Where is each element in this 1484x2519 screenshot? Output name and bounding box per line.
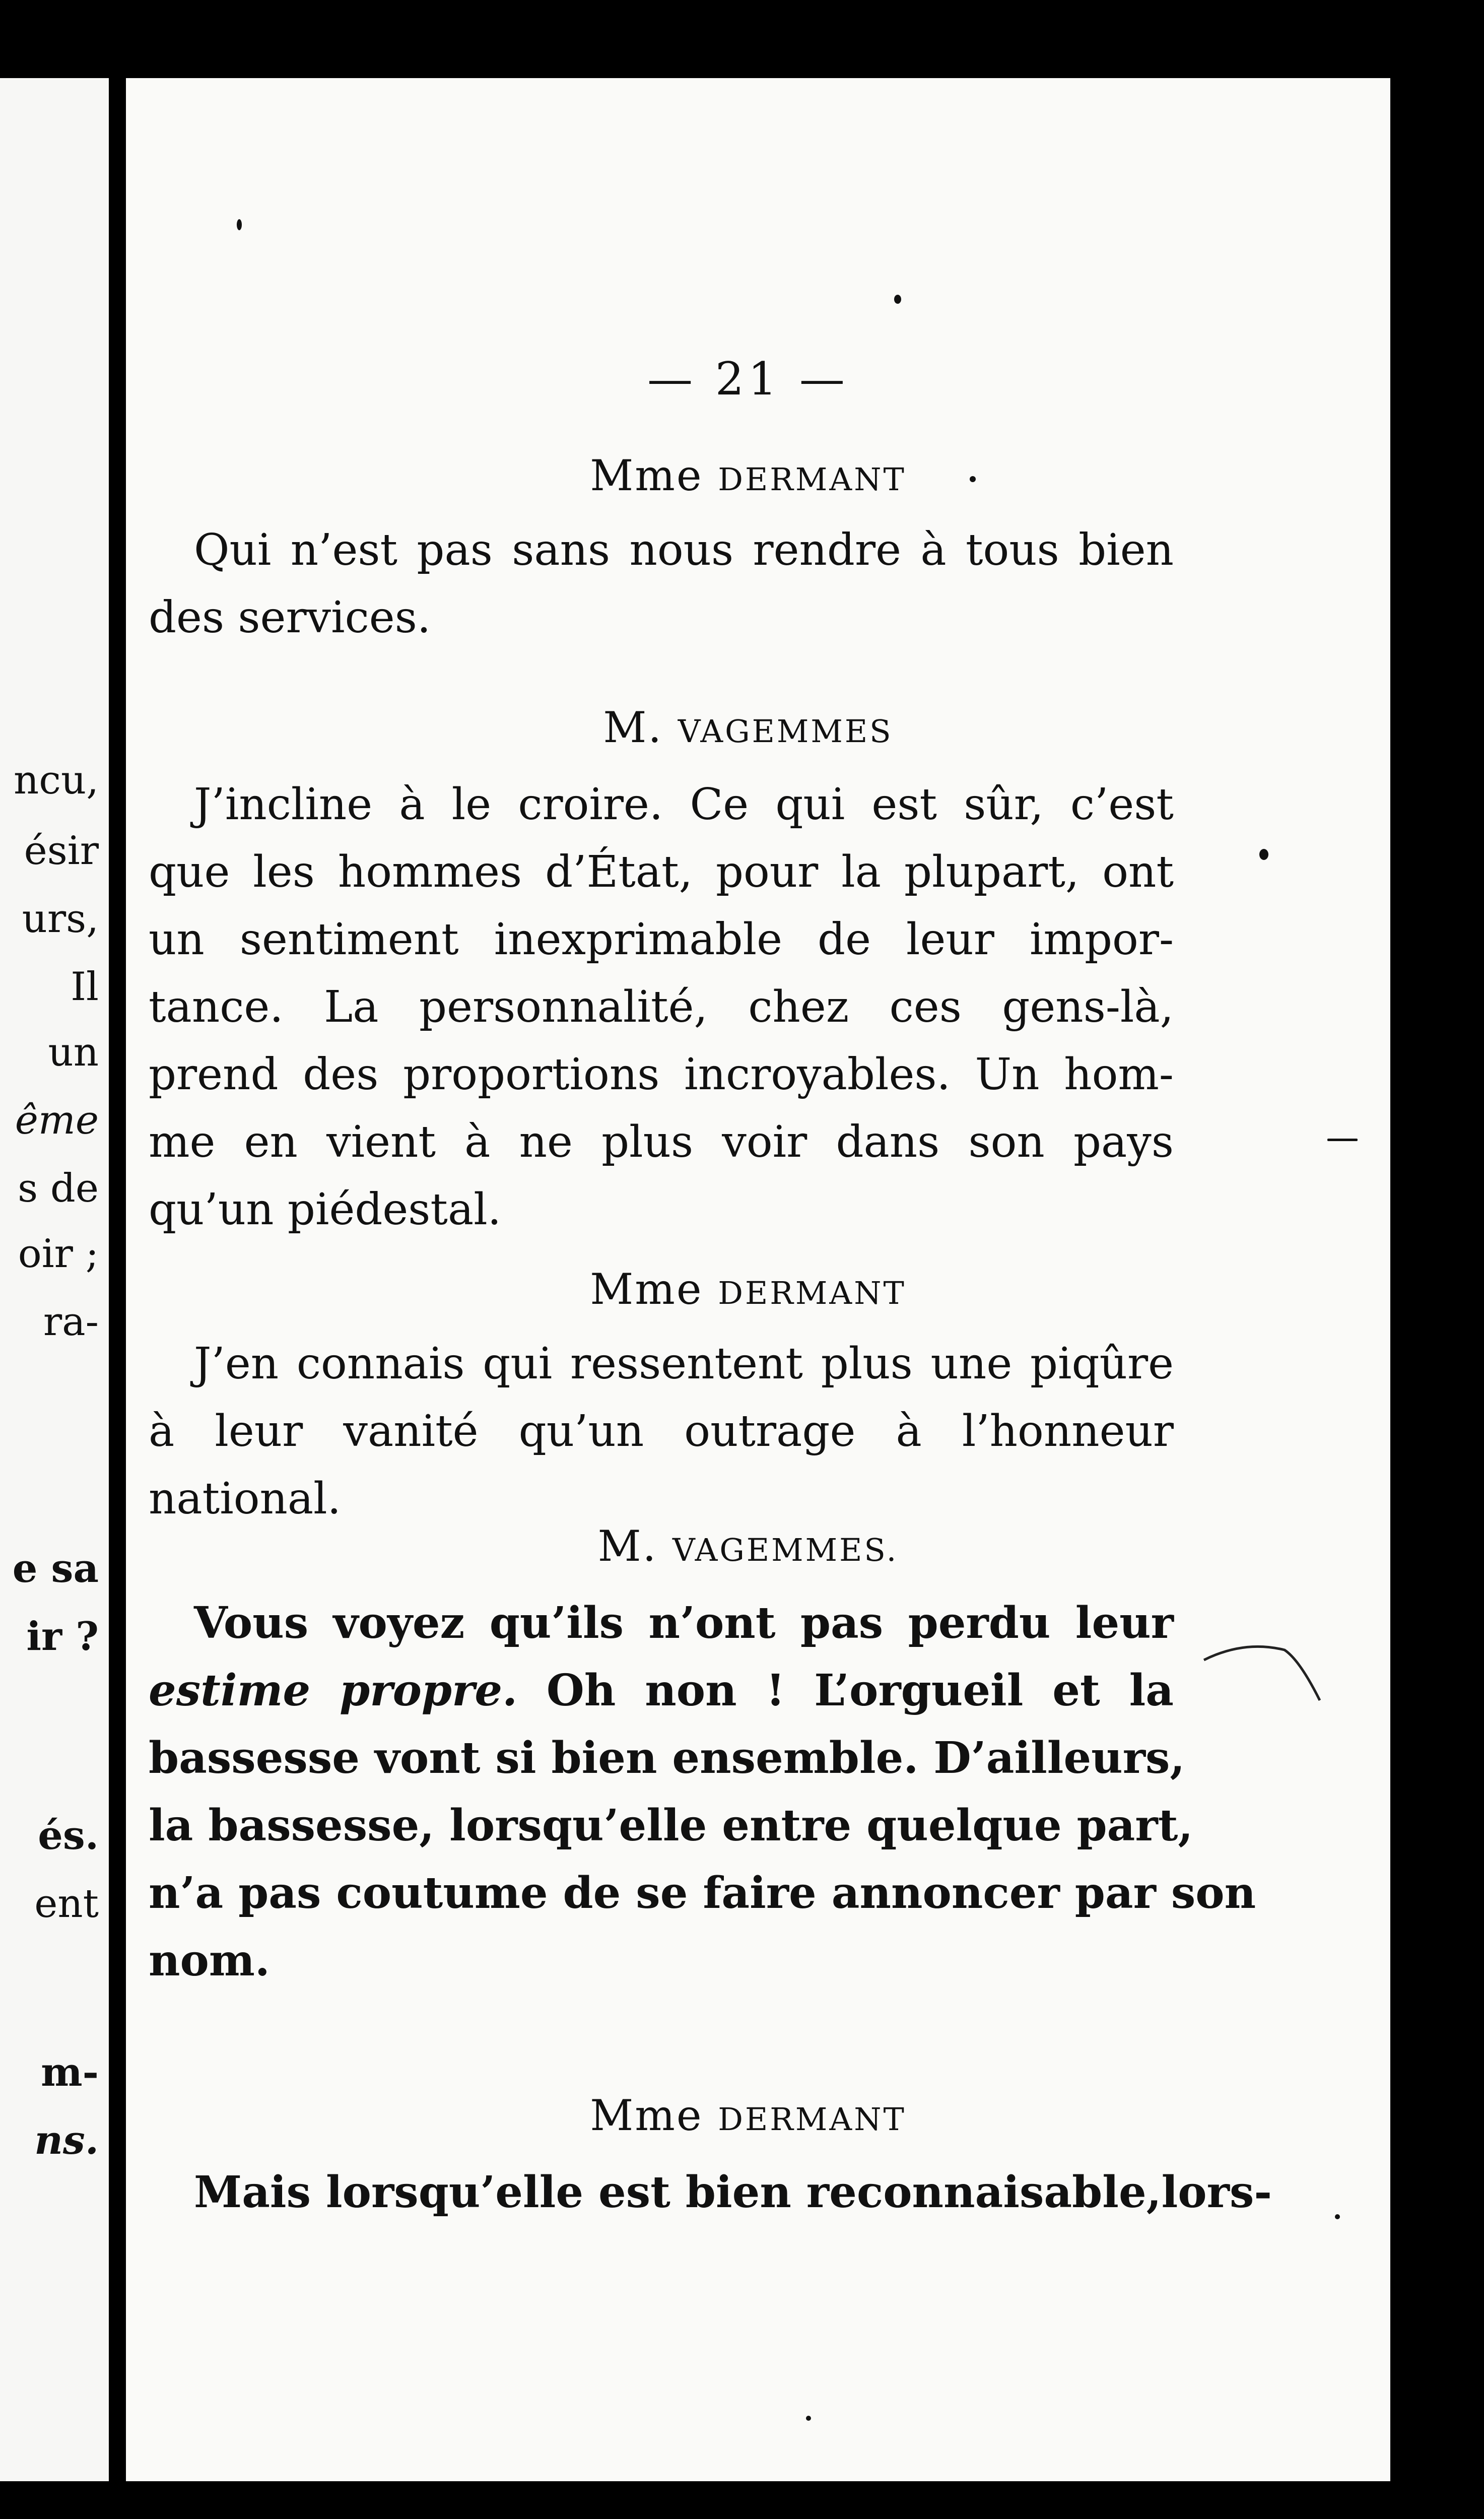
page-gutter bbox=[109, 78, 126, 2481]
page-number: — 21 — bbox=[647, 353, 849, 406]
speaker-heading bbox=[126, 451, 1370, 500]
italic-phrase: estime propre. bbox=[149, 1665, 518, 1716]
text-line: prend des proportions incroyables. Un hom- bbox=[149, 1049, 1174, 1100]
text-line: tance. La personnalité, chez ces gens-là, bbox=[149, 982, 1174, 1032]
text-line: J’en connais qui ressentent plus une piqûre bbox=[194, 1339, 1174, 1389]
speaker-prefix: Mme bbox=[590, 1265, 718, 1314]
ink-speck bbox=[894, 295, 901, 304]
text-line: qu’un piédestal. bbox=[149, 1184, 502, 1235]
facing-page-text-fragment: urs, bbox=[22, 896, 99, 942]
ink-speck bbox=[1259, 849, 1268, 860]
text-line: n’a pas coutume de se faire annoncer par son bbox=[149, 1868, 1256, 1918]
text-line: la bassesse, lorsqu’elle entre quelque part, bbox=[149, 1800, 1193, 1851]
book-page bbox=[126, 78, 1370, 2481]
text-line: des services. bbox=[149, 592, 431, 643]
facing-page-text-fragment: ême bbox=[15, 1098, 99, 1143]
facing-page-text-fragment: ncu, bbox=[14, 758, 99, 803]
text-line: me en vient à ne plus voir dans son pays bbox=[149, 1117, 1174, 1167]
text-line: Vous voyez qu’ils n’ont pas perdu leur bbox=[194, 1598, 1174, 1648]
speaker-heading bbox=[126, 703, 1370, 752]
text-line: Qui n’est pas sans nous rendre à tous bien bbox=[194, 525, 1174, 575]
speaker-name: DERMANT bbox=[718, 461, 906, 498]
speech-paragraph bbox=[149, 1589, 1256, 1995]
text-line: un sentiment inexprimable de leur impor- bbox=[149, 914, 1174, 965]
text-line: national. bbox=[149, 1474, 342, 1524]
speaker-heading bbox=[126, 1521, 1370, 1571]
page-right-margin bbox=[1370, 78, 1390, 2481]
pencil-dash bbox=[1327, 1139, 1358, 1141]
speaker-prefix: Mme bbox=[590, 451, 718, 500]
facing-page-text-fragment: un bbox=[48, 1030, 99, 1075]
facing-page-text-fragment: Il bbox=[71, 964, 99, 1010]
pencil-mark-icon bbox=[1199, 1640, 1325, 1720]
facing-page-text-fragment: ns. bbox=[34, 2117, 99, 2163]
ink-speck bbox=[806, 2416, 811, 2421]
speaker-prefix: M. bbox=[603, 703, 678, 752]
speech-paragraph bbox=[149, 2159, 1272, 2226]
text-line: Mais lorsqu’elle est bien reconnaisable,lors- bbox=[194, 2167, 1272, 2218]
speaker-heading bbox=[126, 2091, 1370, 2140]
speaker-prefix: Mme bbox=[590, 2091, 718, 2140]
facing-page-text-fragment: m- bbox=[41, 2049, 99, 2095]
facing-page-text-fragment: s de bbox=[18, 1166, 99, 1211]
speaker-name: VAGEMMES bbox=[678, 713, 893, 750]
facing-page-text-fragment: ir ? bbox=[26, 1614, 99, 1660]
speaker-name: DERMANT bbox=[718, 1275, 906, 1311]
speaker-prefix: M. bbox=[597, 1521, 673, 1571]
text-line-with-italic bbox=[149, 1657, 1174, 1725]
text-line: J’incline à le croire. Ce qui est sûr, c’est bbox=[194, 779, 1174, 830]
facing-page-text-fragment: és. bbox=[38, 1813, 99, 1859]
text-line: que les hommes d’État, pour la plupart, ont bbox=[149, 847, 1174, 897]
facing-page-text-fragment: e sa bbox=[12, 1546, 99, 1592]
facing-page-text-fragment: oir ; bbox=[18, 1231, 99, 1277]
speech-paragraph bbox=[149, 771, 1174, 1243]
ink-speck bbox=[237, 219, 242, 230]
speaker-heading bbox=[126, 1265, 1370, 1314]
facing-page-margin bbox=[0, 78, 109, 2481]
text-line: nom. bbox=[149, 1935, 270, 1986]
text-line: bassesse vont si bien ensemble. D’ailleurs, bbox=[149, 1733, 1185, 1783]
ink-speck bbox=[970, 476, 976, 482]
ink-speck bbox=[1335, 2214, 1340, 2219]
text-line: à leur vanité qu’un outrage à l’honneur bbox=[149, 1406, 1174, 1456]
speech-paragraph bbox=[149, 516, 1174, 651]
facing-page-text-fragment: ésir bbox=[24, 828, 99, 874]
speech-paragraph bbox=[149, 1330, 1174, 1533]
facing-page-text-fragment: ra- bbox=[43, 1299, 99, 1345]
facing-page-text-fragment: ent bbox=[34, 1881, 99, 1927]
speaker-name: DERMANT bbox=[718, 2101, 906, 2138]
text-line-remainder: Oh non ! L’orgueil et la bbox=[517, 1665, 1174, 1716]
speaker-name: VAGEMMES. bbox=[672, 1532, 899, 1568]
